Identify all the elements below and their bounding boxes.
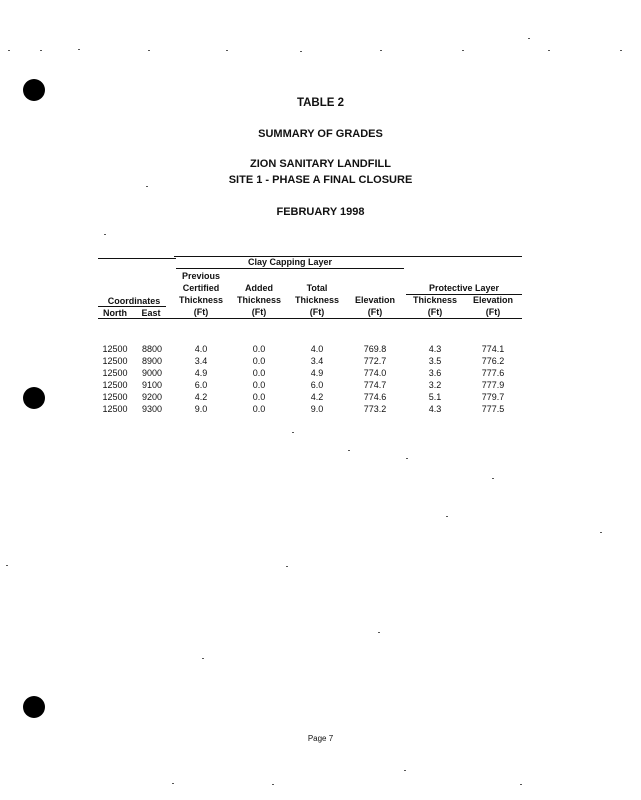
total-thickness-header-line1: Total: [306, 283, 328, 293]
protective-elevation-header: [464, 294, 522, 318]
previous-thickness-cell: 6.0: [194, 380, 208, 390]
east-cell: 8800: [141, 344, 163, 354]
elevation-cell: 769.8: [363, 344, 387, 354]
clay-layer-header: Clay Capping Layer: [247, 257, 333, 267]
protective-elevation-cell: 779.7: [481, 392, 505, 402]
east-cell: 9200: [141, 392, 163, 402]
previous-thickness-cell: 4.0: [194, 344, 208, 354]
elevation-cell: 773.2: [363, 404, 387, 414]
added-thickness-header: [230, 282, 288, 318]
page-number: Page 7: [307, 734, 334, 743]
previous-thickness-cell: 3.4: [194, 356, 208, 366]
east-cell: 8900: [141, 356, 163, 366]
added-thickness-cell: 0.0: [252, 344, 266, 354]
elevation-header-line1: Elevation: [354, 295, 395, 305]
previous-thickness-cell: 4.2: [194, 392, 208, 402]
table-subtitle: SUMMARY OF GRADES: [258, 128, 383, 140]
total-thickness-cell: 4.0: [310, 344, 324, 354]
added-thickness-cell: 0.0: [252, 356, 266, 366]
added-thickness-header-unit: (Ft): [251, 307, 267, 317]
previous-thickness-header-line3: Thickness: [178, 295, 224, 305]
total-thickness-header-unit: (Ft): [309, 307, 325, 317]
protective-thickness-header-line1: Thickness: [412, 295, 458, 305]
north-cell: 12500: [102, 368, 128, 378]
protective-elevation-cell: 777.5: [481, 404, 505, 414]
east-cell: 9100: [141, 380, 163, 390]
protective-thickness-cell: 4.3: [428, 404, 442, 414]
total-thickness-cell: 4.2: [310, 392, 324, 402]
protective-thickness-cell: 3.2: [428, 380, 442, 390]
protective-thickness-header: [406, 294, 464, 318]
protective-elevation-cell: 776.2: [481, 356, 505, 366]
protective-elevation-cell: 777.6: [481, 368, 505, 378]
added-thickness-cell: 0.0: [252, 404, 266, 414]
binder-hole-bottom: [23, 696, 45, 718]
previous-thickness-header-unit: (Ft): [193, 307, 209, 317]
total-thickness-cell: 3.4: [310, 356, 324, 366]
elevation-cell: 774.7: [363, 380, 387, 390]
protective-thickness-cell: 4.3: [428, 344, 442, 354]
protective-elevation-cell: 774.1: [481, 344, 505, 354]
north-cell: 12500: [102, 404, 128, 414]
elevation-cell: 774.6: [363, 392, 387, 402]
protective-thickness-header-unit: (Ft): [427, 307, 443, 317]
previous-thickness-header-line2: Certified: [182, 283, 220, 293]
binder-hole-middle: [23, 387, 45, 409]
total-thickness-cell: 9.0: [310, 404, 324, 414]
added-thickness-cell: 0.0: [252, 368, 266, 378]
protective-layer-header: Protective Layer: [428, 283, 500, 293]
total-thickness-cell: 4.9: [310, 368, 324, 378]
total-thickness-header-line2: Thickness: [294, 295, 340, 305]
north-cell: 12500: [102, 392, 128, 402]
east-cell: 9300: [141, 404, 163, 414]
east-header: East: [141, 308, 161, 318]
site-name: ZION SANITARY LANDFILL: [250, 158, 391, 170]
total-thickness-header: [288, 282, 346, 318]
previous-thickness-header: [172, 270, 230, 318]
elevation-cell: 772.7: [363, 356, 387, 366]
total-thickness-cell: 6.0: [310, 380, 324, 390]
east-cell: 9000: [141, 368, 163, 378]
elevation-header-unit: (Ft): [367, 307, 383, 317]
protective-thickness-cell: 3.5: [428, 356, 442, 366]
protective-elevation-cell: 777.9: [481, 380, 505, 390]
previous-thickness-header-line1: Previous: [181, 271, 221, 281]
added-thickness-header-line1: Added: [245, 283, 273, 293]
north-header: North: [103, 308, 127, 318]
protective-elevation-header-line1: Elevation: [472, 295, 513, 305]
table-left-top-rule: [98, 258, 176, 259]
previous-thickness-cell: 9.0: [194, 404, 208, 414]
protective-thickness-cell: 5.1: [428, 392, 442, 402]
north-cell: 12500: [102, 356, 128, 366]
clay-layer-underline: [176, 268, 404, 269]
protective-thickness-cell: 3.6: [428, 368, 442, 378]
elevation-cell: 774.0: [363, 368, 387, 378]
protective-elevation-header-unit: (Ft): [485, 307, 501, 317]
report-date: FEBRUARY 1998: [276, 206, 365, 218]
added-thickness-cell: 0.0: [252, 380, 266, 390]
north-cell: 12500: [102, 380, 128, 390]
added-thickness-header-line2: Thickness: [236, 295, 282, 305]
coordinates-header: Coordinates: [107, 296, 161, 306]
north-cell: 12500: [102, 344, 128, 354]
added-thickness-cell: 0.0: [252, 392, 266, 402]
previous-thickness-cell: 4.9: [194, 368, 208, 378]
table-title: TABLE 2: [296, 97, 345, 109]
site-phase: SITE 1 - PHASE A FINAL CLOSURE: [228, 174, 413, 186]
elevation-header: [346, 294, 404, 318]
